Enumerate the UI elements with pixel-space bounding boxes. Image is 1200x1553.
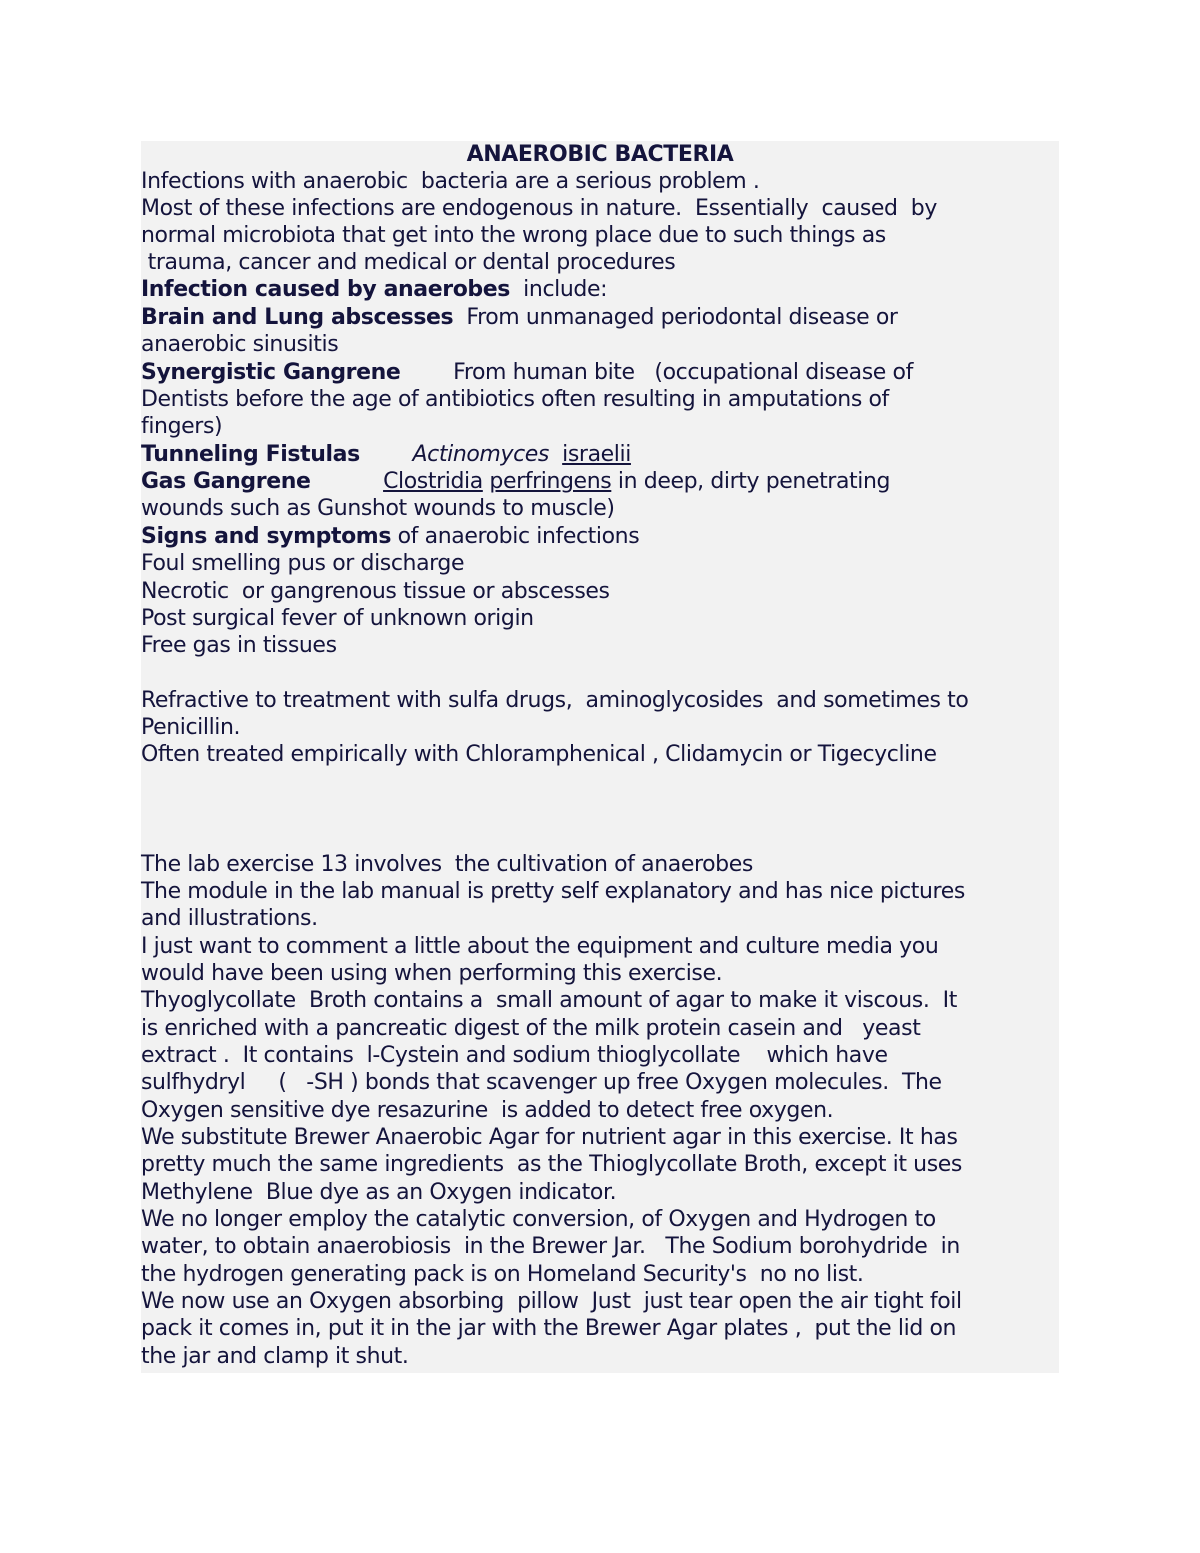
- brain-lung-desc: From unmanaged periodontal disease or: [453, 305, 898, 330]
- lab-line: We substitute Brewer Anaerobic Agar for nutrient agar in this exercise. It has: [141, 1125, 958, 1150]
- lab-line: The module in the lab manual is pretty self explanatory and has nice pictures: [141, 879, 965, 904]
- signs-heading-rest: of anaerobic infections: [391, 524, 640, 549]
- intro-line: Most of these infections are endogenous in nature. Essentially caused by: [141, 196, 937, 221]
- intro-line: trauma, cancer and medical or dental procedures: [141, 250, 676, 275]
- treatment-line: Refractive to treatment with sulfa drugs, aminoglycosides and sometimes to: [141, 688, 969, 713]
- treatment-line: Penicillin.: [141, 715, 241, 740]
- lab-line: water, to obtain anaerobiosis in the Brewer Jar. The Sodium borohydride in: [141, 1234, 960, 1259]
- synergistic-term: Synergistic Gangrene: [141, 360, 401, 385]
- tunneling-space: [549, 442, 562, 467]
- gas-gangrene-desc: in deep, dirty penetrating: [611, 469, 891, 494]
- lab-line: The lab exercise 13 involves the cultivation of anaerobes: [141, 852, 753, 877]
- tunneling-genus: Actinomyces: [412, 442, 549, 467]
- treatment-line: Often treated empirically with Chloramphenical , Clidamycin or Tigecycline: [141, 742, 937, 767]
- gas-gangrene-cont: wounds such as Gunshot wounds to muscle): [141, 496, 615, 521]
- tunneling-term: Tunneling Fistulas: [141, 442, 360, 467]
- lab-line: pack it comes in, put it in the jar with the Brewer Agar plates , put the lid on: [141, 1316, 957, 1341]
- gas-gangrene-genus: Clostridia: [383, 469, 483, 494]
- lab-line: We now use an Oxygen absorbing pillow Just just tear open the air tight foil: [141, 1289, 962, 1314]
- intro-line: Infections with anaerobic bacteria are a serious problem .: [141, 169, 760, 194]
- symptom-item: Necrotic or gangrenous tissue or abscesses: [141, 579, 610, 604]
- lab-line: extract . It contains l-Cystein and sodium thioglycollate which have: [141, 1043, 888, 1068]
- lab-line: is enriched with a pancreatic digest of the milk protein casein and yeast: [141, 1016, 921, 1041]
- symptom-item: Free gas in tissues: [141, 633, 337, 658]
- intro-line: normal microbiota that get into the wrong place due to such things as: [141, 223, 886, 248]
- symptom-item: Foul smelling pus or discharge: [141, 551, 465, 576]
- gas-gangrene-line: [141, 468, 890, 495]
- infections-heading: [141, 276, 607, 303]
- signs-heading-bold: Signs and symptoms: [141, 524, 392, 549]
- lab-line: pretty much the same ingredients as the Thioglycollate Broth, except it uses: [141, 1152, 962, 1177]
- gas-gangrene-species: perfringens: [489, 469, 612, 494]
- tunneling-gap: [360, 442, 413, 467]
- lab-line: and illustrations.: [141, 906, 318, 931]
- infections-heading-rest: include:: [510, 277, 608, 302]
- tunneling-line: [141, 441, 631, 468]
- lab-line: I just want to comment a little about the equipment and culture media you: [141, 934, 939, 959]
- document-text-block: [141, 141, 1059, 1373]
- lab-line: We no longer employ the catalytic conversion, of Oxygen and Hydrogen to: [141, 1207, 936, 1232]
- lab-line: would have been using when performing this exercise.: [141, 961, 723, 986]
- brain-lung-cont: anaerobic sinusitis: [141, 332, 339, 357]
- lab-line: Methylene Blue dye as an Oxygen indicator.: [141, 1180, 617, 1205]
- brain-lung-line: [141, 304, 898, 331]
- tunneling-species: israelii: [562, 442, 631, 467]
- lab-line: Oxygen sensitive dye resazurine is added to detect free oxygen.: [141, 1098, 834, 1123]
- synergistic-desc: From human bite (occupational disease of: [400, 360, 913, 385]
- lab-line: the jar and clamp it shut.: [141, 1344, 409, 1369]
- document-title: ANAEROBIC BACTERIA: [466, 142, 734, 167]
- lab-line: sulfhydryl ( -SH ) bonds that scavenger up free Oxygen molecules. The: [141, 1070, 942, 1095]
- gas-gangrene-gap: [311, 469, 384, 494]
- synergistic-cont: fingers): [141, 414, 223, 439]
- lab-line: the hydrogen generating pack is on Homeland Security's no no list.: [141, 1262, 864, 1287]
- infections-heading-bold: Infection caused by anaerobes: [141, 277, 510, 302]
- signs-heading: [141, 523, 639, 550]
- lab-line: Thyoglycollate Broth contains a small amount of agar to make it viscous. It: [141, 988, 957, 1013]
- gas-gangrene-term: Gas Gangrene: [141, 469, 311, 494]
- brain-lung-term: Brain and Lung abscesses: [141, 305, 454, 330]
- symptom-item: Post surgical fever of unknown origin: [141, 606, 534, 631]
- synergistic-cont: Dentists before the age of antibiotics often resulting in amputations of: [141, 387, 889, 412]
- synergistic-line: [141, 359, 913, 386]
